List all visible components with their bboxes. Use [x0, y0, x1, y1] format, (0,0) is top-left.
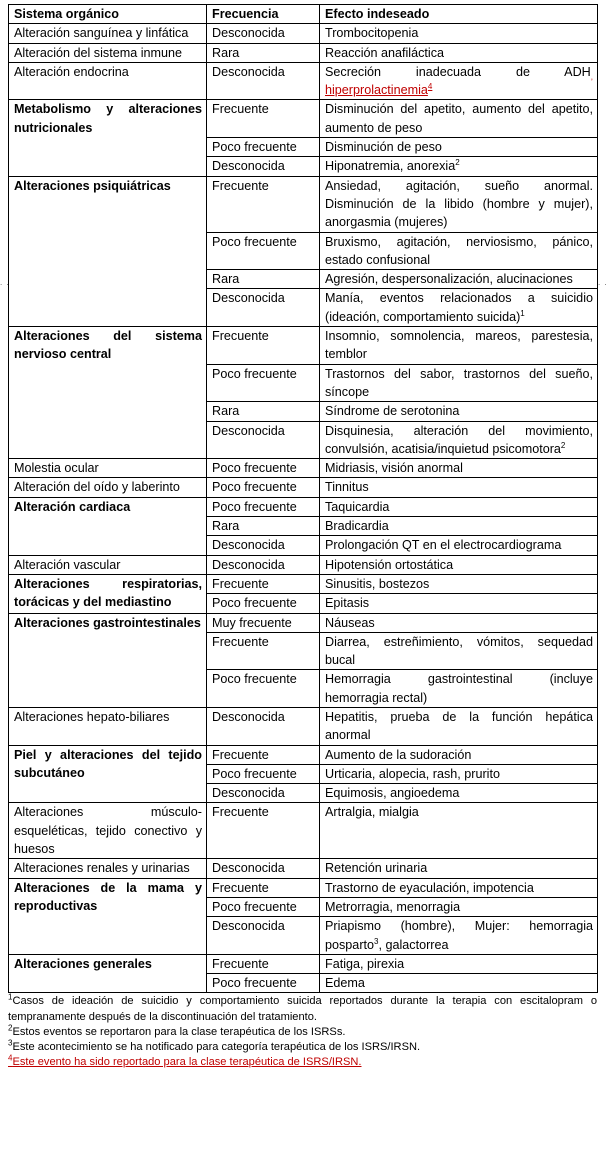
footnote: [8, 994, 597, 1024]
effect-text: Retención urinaria: [325, 861, 428, 876]
frequency-cell: Frecuente: [207, 745, 320, 764]
effect-cell: [320, 62, 598, 100]
effect-cell: [320, 574, 598, 593]
frequency-cell: Frecuente: [207, 803, 320, 859]
frequency-cell: Poco frecuente: [207, 478, 320, 497]
frequency-cell: Poco frecuente: [207, 670, 320, 708]
footnote-ref: 4: [427, 82, 433, 91]
effect-text: Disminución de peso: [325, 140, 442, 155]
frequency-cell: Rara: [207, 402, 320, 421]
effect-text: Metrorragia, menorragia: [325, 899, 461, 914]
effect-text: Insomnio, somnolencia, mareos, parestesia, temblor: [325, 329, 593, 362]
effect-cell: [320, 157, 598, 176]
system-organ-cell: Metabolismo y alteraciones nutricionales: [9, 100, 207, 176]
effect-text: Tinnitus: [325, 480, 369, 495]
effect-cell: [320, 745, 598, 764]
effect-cell: [320, 138, 598, 157]
effect-cell: [320, 43, 598, 62]
effect-text: Trastorno de eyaculación, impotencia: [325, 880, 534, 895]
table-row: [9, 478, 598, 497]
effect-cell: [320, 176, 598, 232]
footnote-number: 4: [8, 1053, 13, 1063]
frequency-cell: Desconocida: [207, 157, 320, 176]
frequency-cell: Frecuente: [207, 574, 320, 593]
table-row: [9, 803, 598, 859]
effect-cell: [320, 478, 598, 497]
system-organ-cell: Alteración endocrina: [9, 62, 207, 100]
effect-cell: [320, 670, 598, 708]
frequency-cell: Rara: [207, 517, 320, 536]
frequency-cell: Frecuente: [207, 100, 320, 138]
table-row: [9, 100, 598, 138]
effect-cell: [320, 421, 598, 459]
effect-cell: [320, 555, 598, 574]
effect-text: Trombocitopenia: [325, 26, 419, 41]
frequency-cell: Desconocida: [207, 859, 320, 878]
effect-cell: [320, 327, 598, 365]
effect-cell: [320, 707, 598, 745]
frequency-cell: Frecuente: [207, 632, 320, 670]
effect-cell: [320, 459, 598, 478]
footnote-text: Este acontecimiento se ha notificado para categoría terapéutica de los ISRS/IRSN.: [12, 1041, 421, 1054]
effect-text: Artralgia, mialgia: [325, 805, 419, 820]
header-frequency: Frecuencia: [207, 5, 320, 24]
effect-highlight-text: hiperprolactinemia: [325, 83, 428, 98]
effect-text: Taquicardia: [325, 499, 390, 514]
system-organ-cell: Alteraciones gastrointestinales: [9, 613, 207, 707]
system-organ-cell: Alteraciones respiratorias, torácicas y del mediastino: [9, 574, 207, 613]
system-organ-cell: Alteraciones del sistema nervioso central: [9, 327, 207, 459]
frequency-cell: Desconocida: [207, 421, 320, 459]
footnote-ref: 2: [455, 158, 460, 168]
effect-text: Hemorragia gastrointestinal (incluye hemorragia rectal): [325, 672, 593, 705]
effect-cell: [320, 613, 598, 632]
footnote-ref: 3: [374, 936, 379, 946]
effect-text: Reacción anafiláctica: [325, 45, 445, 60]
effect-text: Agresión, despersonalización, alucinaciones: [325, 272, 573, 287]
effect-cell: [320, 954, 598, 973]
effect-text: Secreción inadecuada de ADH: [325, 64, 591, 79]
system-organ-cell: Alteraciones generales: [9, 954, 207, 993]
header-system: Sistema orgánico: [9, 5, 207, 24]
system-organ-cell: Alteración sanguínea y linfática: [9, 24, 207, 43]
table-row: [9, 707, 598, 745]
frequency-cell: Frecuente: [207, 878, 320, 897]
system-organ-cell: Alteración del oído y laberinto: [9, 478, 207, 497]
system-organ-cell: Alteraciones hepato-biliares: [9, 707, 207, 745]
table-row: [9, 954, 598, 973]
frequency-cell: Poco frecuente: [207, 459, 320, 478]
system-organ-cell: Piel y alteraciones del tejido subcutáneo: [9, 745, 207, 803]
footnote-number: 2: [8, 1023, 13, 1033]
footnote: [8, 1040, 597, 1055]
table-row: [9, 459, 598, 478]
footnote-ref: 1: [520, 308, 525, 318]
frequency-cell: Rara: [207, 270, 320, 289]
frequency-cell: Desconocida: [207, 917, 320, 955]
effect-text: Fatiga, pirexia: [325, 956, 405, 971]
frequency-cell: Desconocida: [207, 24, 320, 43]
effect-text-continued: , galactorrea: [378, 937, 449, 952]
margin-dots-right: . .: [598, 278, 608, 287]
effect-cell: [320, 270, 598, 289]
effect-text: Aumento de la sudoración: [325, 747, 472, 762]
table-row: [9, 62, 598, 100]
footnote: [8, 1025, 597, 1040]
effect-cell: [320, 289, 598, 327]
effect-cell: [320, 364, 598, 402]
effect-text: Diarrea, estreñimiento, vómitos, sequedad bucal: [325, 634, 593, 668]
effect-text: Edema: [325, 976, 365, 991]
frequency-cell: Poco frecuente: [207, 364, 320, 402]
table-header-row: [9, 5, 598, 24]
frequency-cell: Poco frecuente: [207, 497, 320, 516]
effect-text: Bradicardia: [325, 519, 389, 534]
frequency-cell: Desconocida: [207, 555, 320, 574]
system-organ-cell: Alteraciones de la mama y reproductivas: [9, 878, 207, 954]
effect-text: Bruxismo, agitación, nerviosismo, pánico, estado confusional: [325, 234, 593, 267]
frequency-cell: Frecuente: [207, 954, 320, 973]
effect-text: Disquinesia, alteración del movimiento, convulsión, acatisia/inquietud psicomotora: [325, 423, 593, 456]
document: [8, 4, 597, 1070]
frequency-cell: Poco frecuente: [207, 232, 320, 270]
effect-text: Hipotensión ortostática: [325, 557, 454, 572]
effect-text: Hiponatremia, anorexia: [325, 159, 456, 174]
system-organ-cell: Alteración del sistema inmune: [9, 43, 207, 62]
table-row: [9, 327, 598, 365]
frequency-cell: Desconocida: [207, 289, 320, 327]
effect-text: Manía, eventos relacionados a suicidio (ideación, comportamiento suicida): [325, 291, 593, 324]
table-row: [9, 43, 598, 62]
effect-text: Midriasis, visión anormal: [325, 461, 463, 476]
effect-cell: [320, 594, 598, 613]
table-row: [9, 24, 598, 43]
effect-text: Sinusitis, bostezos: [325, 576, 430, 591]
table-row: [9, 859, 598, 878]
footnote-number: 3: [8, 1038, 13, 1048]
frequency-cell: Frecuente: [207, 176, 320, 232]
effect-cell: [320, 536, 598, 555]
effect-cell: [320, 897, 598, 916]
system-organ-cell: Alteración vascular: [9, 555, 207, 574]
effect-cell: [320, 100, 598, 138]
frequency-cell: Frecuente: [207, 327, 320, 365]
frequency-cell: Rara: [207, 43, 320, 62]
effect-text: Náuseas: [325, 615, 375, 630]
effect-cell: [320, 878, 598, 897]
table-row: [9, 878, 598, 897]
effect-cell: [320, 232, 598, 270]
frequency-cell: Poco frecuente: [207, 594, 320, 613]
table-row: [9, 555, 598, 574]
effect-cell: [320, 917, 598, 955]
effect-cell: [320, 497, 598, 516]
effect-text: Priapismo (hombre), Mujer: hemorragia posparto: [325, 919, 593, 952]
table-body: [9, 24, 598, 993]
effect-text: Ansiedad, agitación, sueño anormal. Disminución de la libido (hombre y mujer), anorgasmia (mujeres): [325, 178, 593, 230]
footnote: [8, 1055, 597, 1070]
system-organ-cell: Alteraciones psiquiátricas: [9, 176, 207, 326]
effect-text: Trastornos del sabor, trastornos del sueño, síncope: [325, 366, 593, 399]
effect-text: Disminución del apetito, aumento del apetito, aumento de peso: [325, 102, 593, 135]
footnote-number: 1: [8, 992, 13, 1002]
effect-text: Síndrome de serotonina: [325, 404, 460, 419]
adverse-effects-table: [8, 4, 598, 993]
frequency-cell: Poco frecuente: [207, 897, 320, 916]
footnote-text: Este evento ha sido reportado para la clase terapéutica de ISRS/IRSN.: [12, 1056, 362, 1069]
effect-cell: [320, 517, 598, 536]
system-organ-cell: Alteraciones renales y urinarias: [9, 859, 207, 878]
table-row: [9, 574, 598, 593]
effect-cell: [320, 24, 598, 43]
system-organ-cell: Molestia ocular: [9, 459, 207, 478]
table-row: [9, 497, 598, 516]
effect-text: Prolongación QT en el electrocardiograma: [325, 538, 562, 553]
effect-text: Epitasis: [325, 596, 370, 611]
effect-cell: [320, 764, 598, 783]
table-row: [9, 176, 598, 232]
frequency-cell: Poco frecuente: [207, 138, 320, 157]
table-row: [9, 745, 598, 764]
frequency-cell: Muy frecuente: [207, 613, 320, 632]
effect-cell: [320, 784, 598, 803]
frequency-cell: Desconocida: [207, 707, 320, 745]
footnote-text: Estos eventos se reportaron para la clase terapéutica de los ISRSs.: [12, 1025, 346, 1038]
frequency-cell: Desconocida: [207, 536, 320, 555]
effect-text: Urticaria, alopecia, rash, prurito: [325, 766, 500, 781]
effect-cell: [320, 974, 598, 993]
effect-text: Hepatitis, prueba de la función hepática anormal: [325, 709, 593, 743]
frequency-cell: Poco frecuente: [207, 974, 320, 993]
margin-dots-left: . .: [0, 278, 10, 287]
system-organ-cell: Alteración cardiaca: [9, 497, 207, 555]
footnote-ref: 2: [560, 440, 566, 450]
effect-cell: [320, 803, 598, 859]
header-effect: Efecto indeseado: [320, 5, 598, 24]
effect-text: Equimosis, angioedema: [325, 786, 460, 801]
footnote-text: Casos de ideación de suicidio y comportamiento suicida reportados durante la terapia con escitalopram o tempranamente después de la discontinuación del tratamiento.: [8, 995, 597, 1023]
effect-cell: [320, 859, 598, 878]
effect-cell: [320, 632, 598, 670]
system-organ-cell: Alteraciones músculo-esqueléticas, tejido conectivo y huesos: [9, 803, 207, 859]
effect-cell: [320, 402, 598, 421]
frequency-cell: Poco frecuente: [207, 764, 320, 783]
effect-subscript: ,: [590, 72, 593, 82]
frequency-cell: Desconocida: [207, 62, 320, 100]
table-row: [9, 613, 598, 632]
footnotes: [8, 994, 597, 1070]
frequency-cell: Desconocida: [207, 784, 320, 803]
